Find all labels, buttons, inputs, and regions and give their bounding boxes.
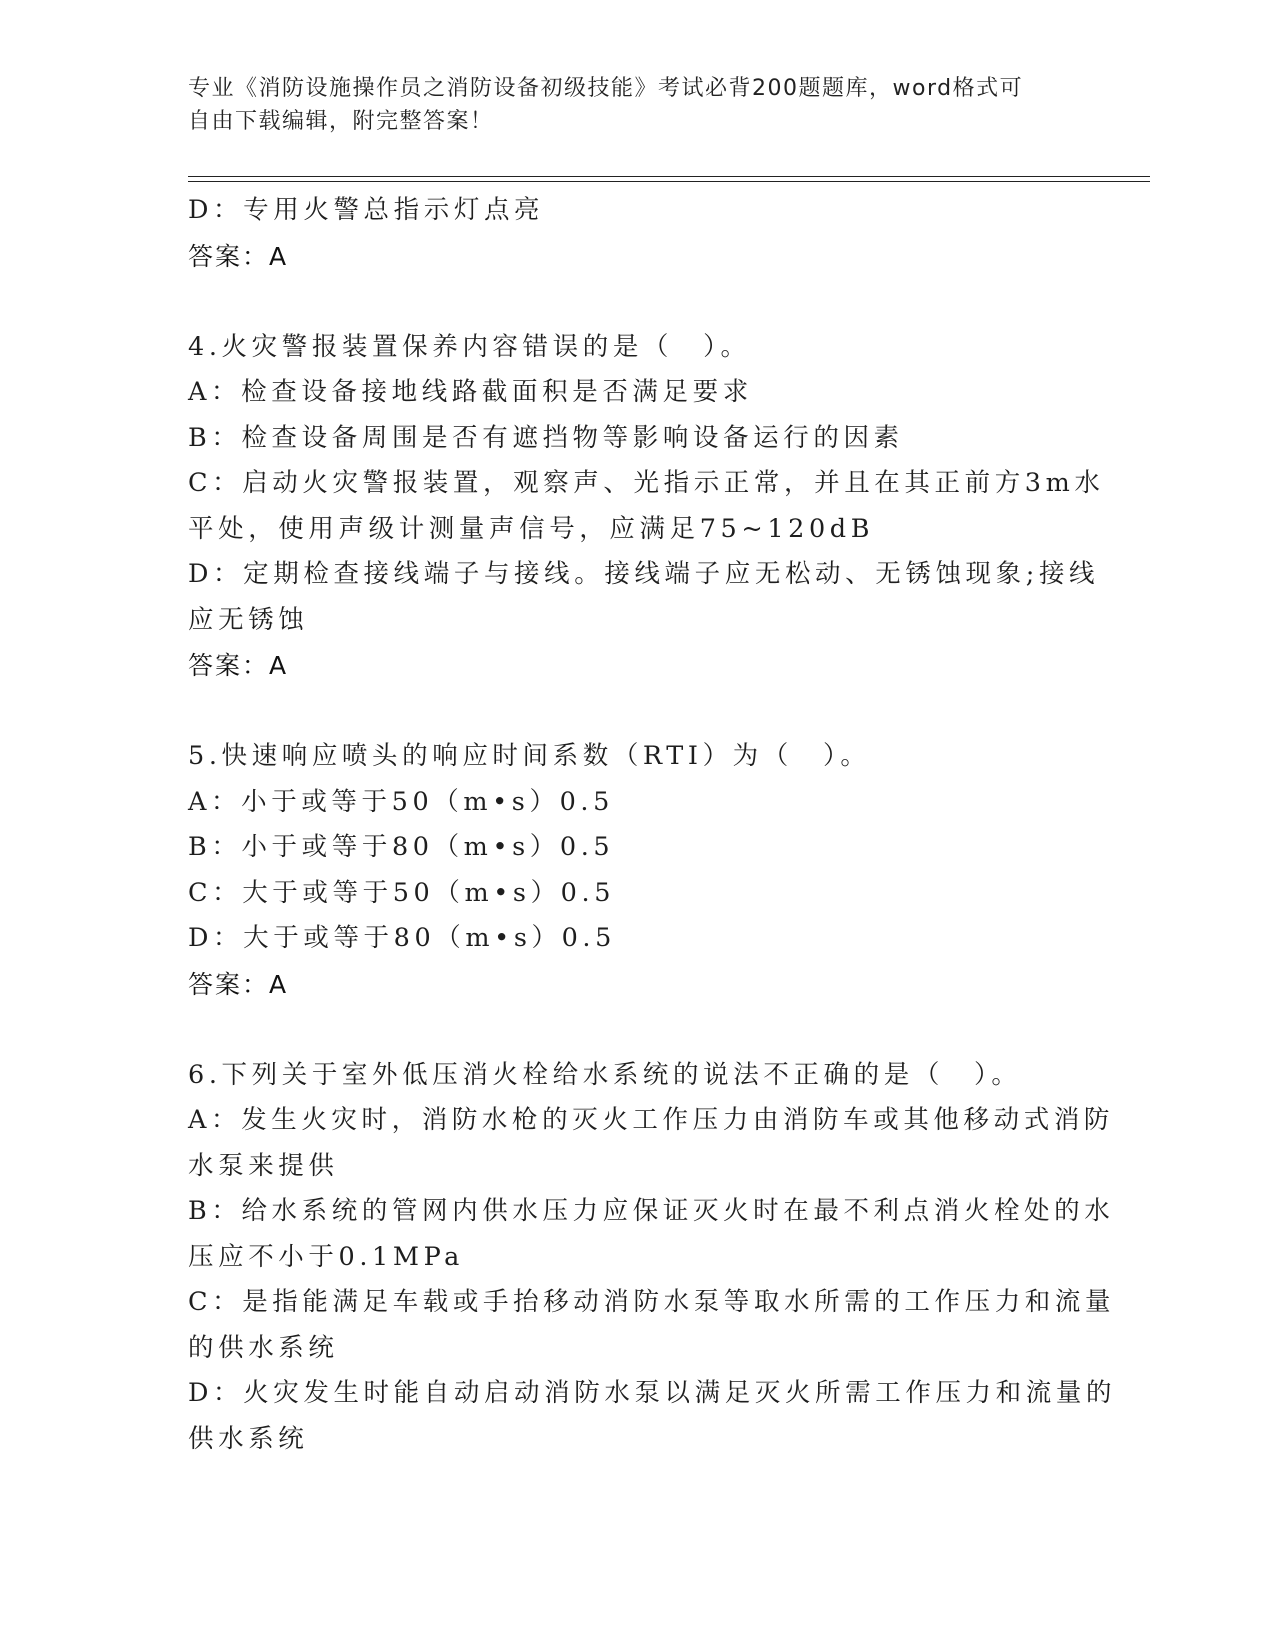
option-c-line-1: C：启动火灾警报装置，观察声、光指示正常，并且在其正前方3m水 — [188, 468, 1105, 498]
option-d: D：专用火警总指示灯点亮 — [188, 195, 545, 225]
option-d-line-1: D：火灾发生时能自动启动消防水泵以满足灭火所需工作压力和流量的 — [188, 1378, 1117, 1408]
question-4 — [188, 325, 1105, 689]
question-list — [188, 188, 1117, 1462]
option-c-line-2: 的供水系统 — [188, 1332, 339, 1363]
question-6 — [188, 1053, 1117, 1463]
answer-label: 答案：A — [188, 969, 289, 999]
option-d-line-2: 应无锈蚀 — [188, 604, 309, 635]
header-title-line-1: 专业《消防设施操作员之消防设备初级技能》考试必背200题题库，word格式可 — [188, 76, 1024, 101]
option-c-line-1: C：是指能满足车载或手抬移动消防水泵等取水所需的工作压力和流量 — [188, 1287, 1116, 1317]
header-title-line-2: 自由下载编辑，附完整答案！ — [188, 109, 494, 134]
option-c-line-2: 平处，使用声级计测量声信号，应满足75~120dB — [188, 513, 875, 544]
option-b: B：小于或等于80（m•s）0.5 — [188, 832, 615, 862]
option-d-line-2: 供水系统 — [188, 1423, 309, 1454]
option-a: A：检查设备接地线路截面积是否满足要求 — [188, 377, 753, 407]
option-b: B：检查设备周围是否有遮挡物等影响设备运行的因素 — [188, 422, 904, 453]
option-b-line-1: B：给水系统的管网内供水压力应保证灭火时在最不利点消火栓处的水 — [188, 1196, 1115, 1226]
question-text: 5.快速响应喷头的响应时间系数（RTI）为（ ）。 — [188, 741, 871, 771]
question-5 — [188, 734, 1088, 1007]
question-text: 4.火灾警报装置保养内容错误的是（ ）。 — [188, 331, 751, 362]
option-b-line-2: 压应不小于0.1MPa — [188, 1241, 464, 1272]
option-a-line-2: 水泵来提供 — [188, 1150, 339, 1181]
answer-label: 答案：A — [188, 651, 289, 680]
spacer — [188, 689, 1088, 735]
header-divider-top — [188, 176, 1150, 177]
answer-label: 答案：A — [188, 241, 289, 271]
header-divider-bottom — [188, 181, 1150, 182]
spacer — [188, 279, 1088, 325]
document-header — [188, 72, 1068, 138]
question-text: 6.下列关于室外低压消火栓给水系统的说法不正确的是（ ）。 — [188, 1059, 1022, 1090]
option-c: C：大于或等于50（m•s）0.5 — [188, 877, 616, 908]
option-a: A：小于或等于50（m•s）0.5 — [188, 786, 614, 817]
spacer — [188, 1007, 1088, 1053]
option-d-line-1: D：定期检查接线端子与接线。接线端子应无松动、无锈蚀现象;接线 — [188, 559, 1100, 589]
option-d: D：大于或等于80（m•s）0.5 — [188, 923, 616, 953]
question-3-tail — [188, 188, 1088, 279]
option-a-line-1: A：发生火灾时，消防水枪的灭火工作压力由消防车或其他移动式消防 — [188, 1105, 1115, 1135]
